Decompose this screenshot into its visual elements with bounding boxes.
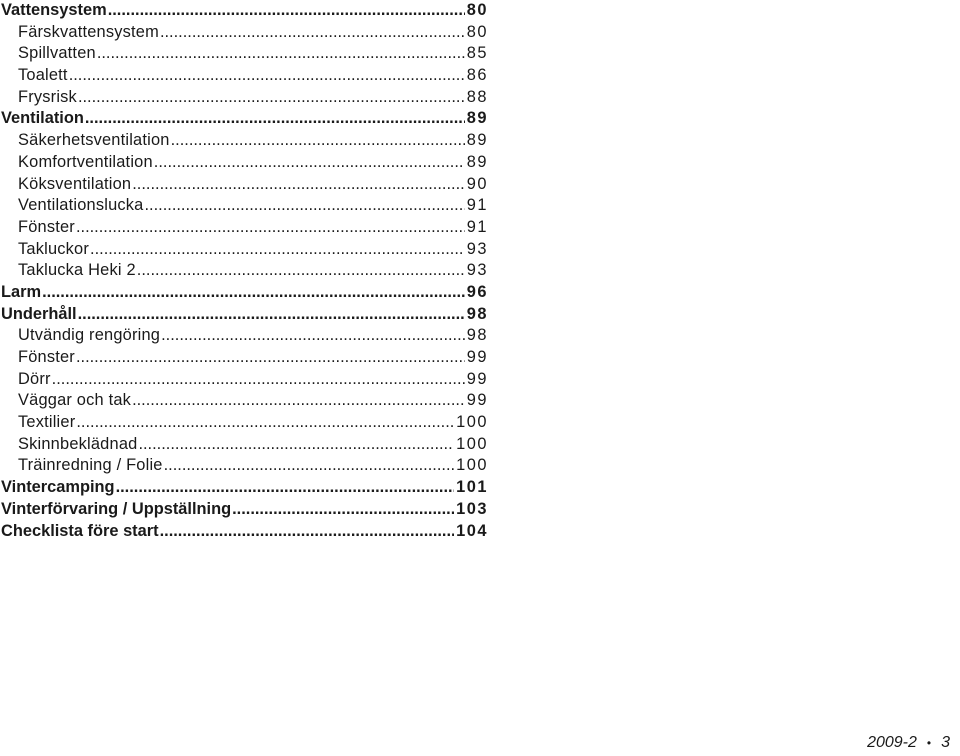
toc-subsection-entry[interactable]	[0, 217, 488, 239]
toc-entry-page-number: 85	[466, 44, 488, 63]
toc-entry-page-number: 100	[456, 434, 488, 453]
toc-entry-title: Taklucka Heki 2	[18, 261, 136, 280]
page-number: 3	[941, 734, 950, 751]
toc-entry-page-number: 91	[466, 196, 488, 215]
toc-subsection-entry[interactable]	[0, 152, 488, 174]
toc-dot-leader	[69, 65, 465, 87]
toc-dot-leader	[78, 87, 465, 109]
table-of-contents	[0, 0, 488, 542]
toc-subsection-entry[interactable]	[0, 195, 488, 217]
toc-subsection-entry[interactable]	[0, 87, 488, 109]
toc-subsection-entry[interactable]	[0, 369, 488, 391]
toc-entry-title: Säkerhetsventilation	[18, 131, 170, 150]
toc-entry-page-number: 99	[466, 369, 488, 388]
toc-dot-leader	[161, 325, 465, 347]
toc-entry-title: Textilier	[18, 413, 76, 432]
toc-entry-title: Vintercamping	[1, 478, 115, 497]
toc-entry-title: Larm	[1, 282, 42, 301]
toc-dot-leader	[76, 412, 454, 434]
toc-entry-page-number: 88	[466, 87, 488, 106]
toc-dot-leader	[108, 0, 465, 22]
toc-entry-title: Fönster	[18, 217, 75, 236]
toc-entry-page-number: 98	[466, 304, 488, 323]
toc-dot-leader	[137, 260, 465, 282]
toc-entry-page-number: 103	[456, 499, 488, 518]
toc-entry-page-number: 89	[466, 152, 488, 171]
toc-entry-page-number: 89	[466, 131, 488, 150]
toc-dot-leader	[97, 43, 465, 65]
toc-subsection-entry[interactable]	[0, 65, 488, 87]
toc-entry-title: Ventilation	[1, 109, 84, 128]
toc-entry-page-number: 100	[456, 456, 488, 475]
toc-entry-title: Väggar och tak	[18, 391, 132, 410]
toc-dot-leader	[160, 22, 465, 44]
toc-subsection-entry[interactable]	[0, 434, 488, 456]
toc-dot-leader	[132, 174, 465, 196]
toc-subsection-entry[interactable]	[0, 260, 488, 282]
toc-dot-leader	[164, 455, 455, 477]
toc-entry-page-number: 93	[466, 261, 488, 280]
toc-entry-title: Vattensystem	[1, 1, 107, 19]
toc-entry-title: Frysrisk	[18, 87, 77, 106]
toc-subsection-entry[interactable]	[0, 325, 488, 347]
toc-section-entry[interactable]	[0, 282, 488, 304]
toc-entry-title: Toalett	[18, 66, 68, 85]
toc-entry-page-number: 89	[466, 109, 488, 128]
toc-entry-page-number: 100	[456, 413, 488, 432]
toc-section-entry[interactable]	[0, 108, 488, 130]
toc-subsection-entry[interactable]	[0, 412, 488, 434]
toc-subsection-entry[interactable]	[0, 130, 488, 152]
toc-dot-leader	[160, 521, 455, 543]
toc-subsection-entry[interactable]	[0, 390, 488, 412]
toc-entry-title: Köksventilation	[18, 174, 132, 193]
toc-entry-title: Färskvattensystem	[18, 22, 159, 41]
toc-dot-leader	[52, 369, 465, 391]
toc-entry-title: Underhåll	[1, 304, 77, 323]
toc-entry-title: Vinterförvaring / Uppställning	[1, 499, 232, 518]
toc-subsection-entry[interactable]	[0, 347, 488, 369]
toc-subsection-entry[interactable]	[0, 455, 488, 477]
footer-separator: •	[926, 736, 932, 750]
toc-dot-leader	[90, 239, 465, 261]
toc-section-entry[interactable]	[0, 0, 488, 22]
toc-entry-page-number: 99	[466, 348, 488, 366]
toc-entry-title: Dörr	[18, 369, 51, 388]
toc-section-entry[interactable]	[0, 521, 488, 543]
toc-dot-leader	[232, 499, 454, 521]
toc-entry-title: Spillvatten	[18, 44, 96, 63]
toc-dot-leader	[138, 434, 454, 456]
toc-subsection-entry[interactable]	[0, 43, 488, 65]
toc-dot-leader	[154, 152, 465, 174]
toc-entry-page-number: 80	[466, 22, 488, 41]
toc-entry-page-number: 96	[466, 282, 488, 301]
toc-subsection-entry[interactable]	[0, 22, 488, 44]
toc-entry-page-number: 91	[466, 217, 488, 236]
toc-section-entry[interactable]	[0, 304, 488, 326]
toc-entry-page-number: 99	[466, 391, 488, 410]
toc-dot-leader	[85, 108, 465, 130]
toc-entry-title: Utvändig rengöring	[18, 326, 161, 345]
toc-dot-leader	[171, 130, 465, 152]
toc-entry-title: Skinnbeklädnad	[18, 434, 138, 453]
toc-entry-page-number: 104	[456, 521, 488, 540]
toc-entry-title: Träinredning / Folie	[18, 456, 163, 475]
toc-subsection-entry[interactable]	[0, 174, 488, 196]
toc-section-entry[interactable]	[0, 499, 488, 521]
toc-dot-leader	[76, 347, 465, 369]
toc-section-entry[interactable]	[0, 477, 488, 499]
toc-dot-leader	[42, 282, 465, 304]
toc-dot-leader	[76, 217, 465, 239]
toc-entry-page-number: 90	[466, 174, 488, 193]
toc-entry-title: Komfortventilation	[18, 152, 153, 171]
toc-dot-leader	[116, 477, 455, 499]
toc-dot-leader	[132, 390, 465, 412]
toc-dot-leader	[78, 304, 465, 326]
toc-dot-leader	[145, 195, 465, 217]
toc-entry-page-number: 86	[466, 66, 488, 85]
toc-entry-page-number: 98	[466, 326, 488, 345]
toc-entry-page-number: 101	[456, 478, 488, 497]
page-footer	[867, 734, 950, 752]
toc-entry-page-number: 80	[466, 1, 488, 19]
toc-subsection-entry[interactable]	[0, 239, 488, 261]
toc-entry-page-number: 93	[466, 239, 488, 258]
toc-entry-title: Checklista före start	[1, 521, 159, 540]
toc-entry-title: Ventilationslucka	[18, 196, 144, 215]
edition-label: 2009-2	[867, 734, 917, 751]
toc-entry-title: Fönster	[18, 348, 75, 366]
toc-entry-title: Takluckor	[18, 239, 90, 258]
